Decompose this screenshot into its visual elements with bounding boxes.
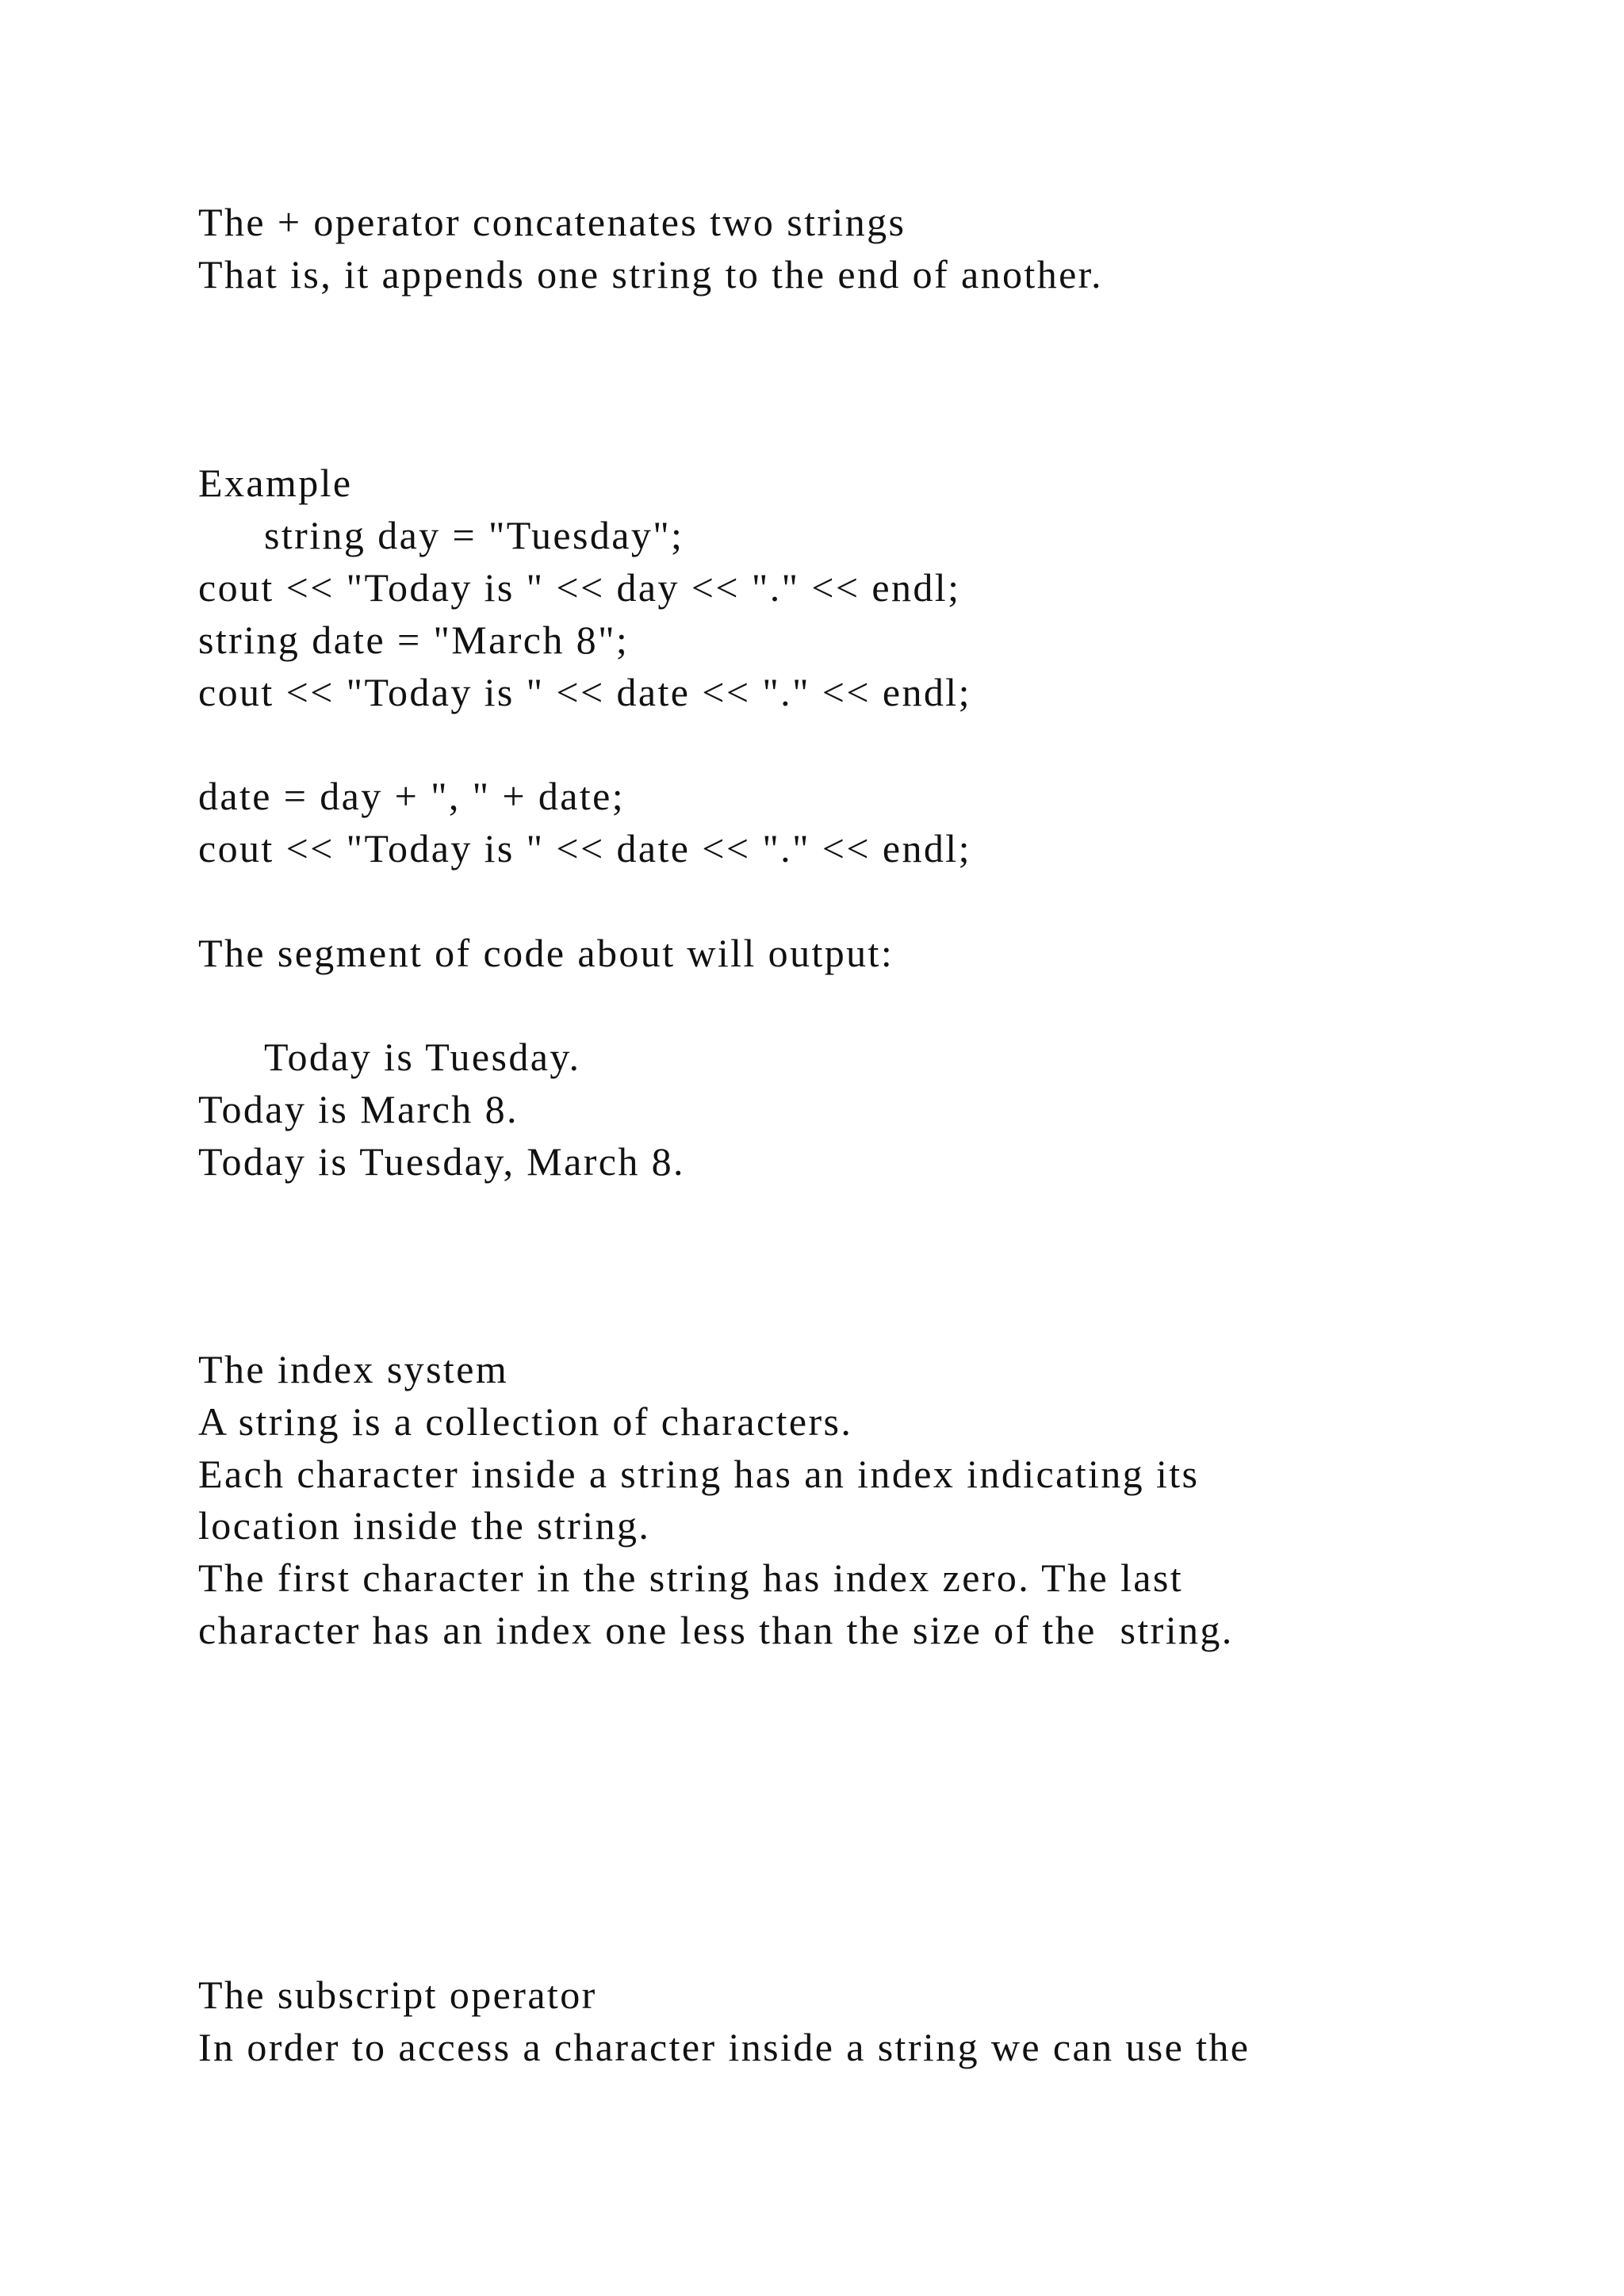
subscript-line-1: In order to access a character inside a string we can use the [198,2025,1251,2069]
index-system-line-2: Each character inside a string has an index indicating its [198,1452,1200,1496]
output-line-3: Today is Tuesday, March 8. [198,1139,685,1184]
index-system-line-3: location inside the string. [198,1503,651,1548]
example-heading: Example [198,461,353,505]
code-line-1: string day = "Tuesday"; [264,513,684,557]
concat-line-2: That is, it appends one string to the end of another. [198,252,1103,297]
index-system-line-5: character has an index one less than the size of the string. [198,1608,1234,1652]
index-system-heading: The index system [198,1347,509,1391]
output-line-1: Today is Tuesday. [264,1035,581,1079]
index-system-line-4: The first character in the string has index zero. The last [198,1556,1184,1600]
output-intro: The segment of code about will output: [198,931,894,975]
index-system-line-1: A string is a collection of characters. [198,1399,853,1444]
subscript-heading: The subscript operator [198,1973,597,2017]
code-line-3: string date = "March 8"; [198,618,630,662]
concat-line-1: The + operator concatenates two strings [198,200,906,244]
output-line-2: Today is March 8. [198,1087,519,1131]
code-line-5: date = day + ", " + date; [198,774,626,818]
code-line-6: cout << "Today is " << date << "." << endl; [198,826,971,871]
code-line-2: cout << "Today is " << day << "." << endl; [198,565,961,610]
code-line-4: cout << "Today is " << date << "." << endl; [198,670,971,714]
